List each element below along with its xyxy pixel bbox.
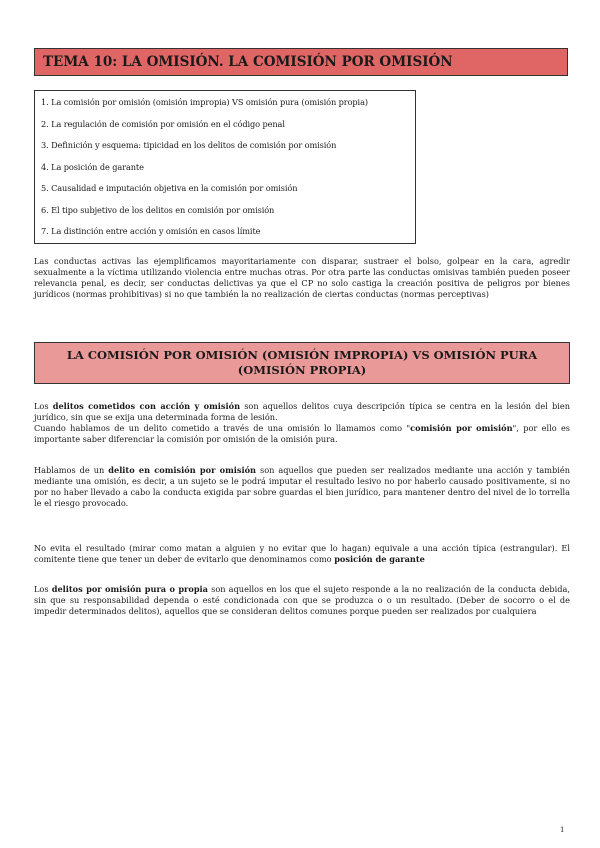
text-run: son aquellos en los que el sujeto responde a la no realización de la conducta debida, sin que su responsabilidad dependa o esté condicionada con que se produzca o o un resultado. (Deber de socorro o el de impedir determinados delitos), aquellos que se consideran delitos comunes porque pueden ser realizados por cualquiera bbox=[34, 584, 571, 616]
definition-paragraph bbox=[34, 401, 570, 423]
toc-item: 5. Causalidad e imputación objetiva en la comisión por omisión bbox=[41, 183, 298, 193]
bold-term: posición de garante bbox=[334, 554, 425, 564]
section-heading-line2: (OMISIÓN PROPIA) bbox=[237, 363, 367, 377]
text-run: Los bbox=[34, 401, 53, 411]
text-run: son aquellos que pueden ser realizados mediante una acción y también mediante una omisión, es decir, a un sujeto se le podrá imputar el resultado lesivo no por haberlo causado positivamente, si no por no haber llevado a cabo la conducta exigida par sobre guardas el bien jurídico, para mantener dentro del nivel de lo torrella le el riesgo provocado. bbox=[34, 465, 570, 508]
comision-por-omision-paragraph bbox=[34, 465, 570, 509]
garante-paragraph bbox=[34, 543, 570, 565]
section-heading-line1: LA COMISIÓN POR OMISIÓN (OMISIÓN IMPROPIA) VS OMISIÓN PURA bbox=[66, 348, 538, 362]
toc-item: 2. La regulación de comisión por omisión en el código penal bbox=[41, 118, 285, 129]
table-of-contents bbox=[34, 90, 416, 244]
intro-paragraph: Las conductas activas las ejemplificamos mayoritariamente con disparar, sustraer el bolso, golpear en la cara, agredir sexualmente a la víctima utilizando violencia entre muchas otras. Por otra parte las conductas omisivas también pueden poseer relevancia penal, es decir, ser conductas delictivas ya que el CP no solo castiga la creación positiva de peligros por bienes jurídicos (normas prohibitivas) si no que también la no realización de ciertas conductas (normas perceptivas) bbox=[34, 256, 570, 299]
bold-term: delitos cometidos con acción y omisión bbox=[52, 401, 241, 411]
text-run: Los bbox=[34, 584, 52, 594]
toc-item: 6. El tipo subjetivo de los delitos en comisión por omisión bbox=[41, 204, 275, 215]
toc-item: 3. Definición y esquema: tipicidad en los delitos de comisión por omisión bbox=[41, 140, 337, 150]
bold-term: delito en comisión por omisión bbox=[108, 465, 256, 475]
text-run: ", por ello es importante saber diferenciar la comisión por omisión de la omisión pura. bbox=[34, 423, 570, 444]
bold-term: comisión por omisión bbox=[410, 423, 513, 433]
comision-paragraph bbox=[34, 423, 570, 445]
text-run: Hablamos de un bbox=[34, 465, 109, 475]
text-run: son aquellos delitos cuya descripción típica se centra en la lesión del bien jurídico, sin que se exija una determinada forma de lesión. bbox=[34, 401, 571, 422]
bold-term: delitos por omisión pura o propia bbox=[51, 584, 208, 594]
page-number: 1 bbox=[560, 826, 565, 834]
page-title: TEMA 10: LA OMISIÓN. LA COMISIÓN POR OMISIÓN bbox=[34, 48, 568, 76]
section-heading bbox=[34, 342, 570, 384]
toc-item: 7. La distinción entre acción y omisión en casos límite bbox=[41, 226, 261, 236]
text-run: No evita el resultado (mirar como matan a alguien y no evitar que lo hagan) equivale a una acción típica (estrangular). El comitente tiene que tener un deber de evitarlo que denominamos como bbox=[34, 543, 570, 564]
text-run: Cuando hablamos de un delito cometido a través de una omisión lo llamamos como " bbox=[34, 423, 411, 433]
toc-item: 4. La posición de garante bbox=[41, 161, 144, 172]
toc-item: 1. La comisión por omisión (omisión impropia) VS omisión pura (omisión propia) bbox=[41, 97, 368, 107]
omision-pura-paragraph bbox=[34, 584, 570, 617]
